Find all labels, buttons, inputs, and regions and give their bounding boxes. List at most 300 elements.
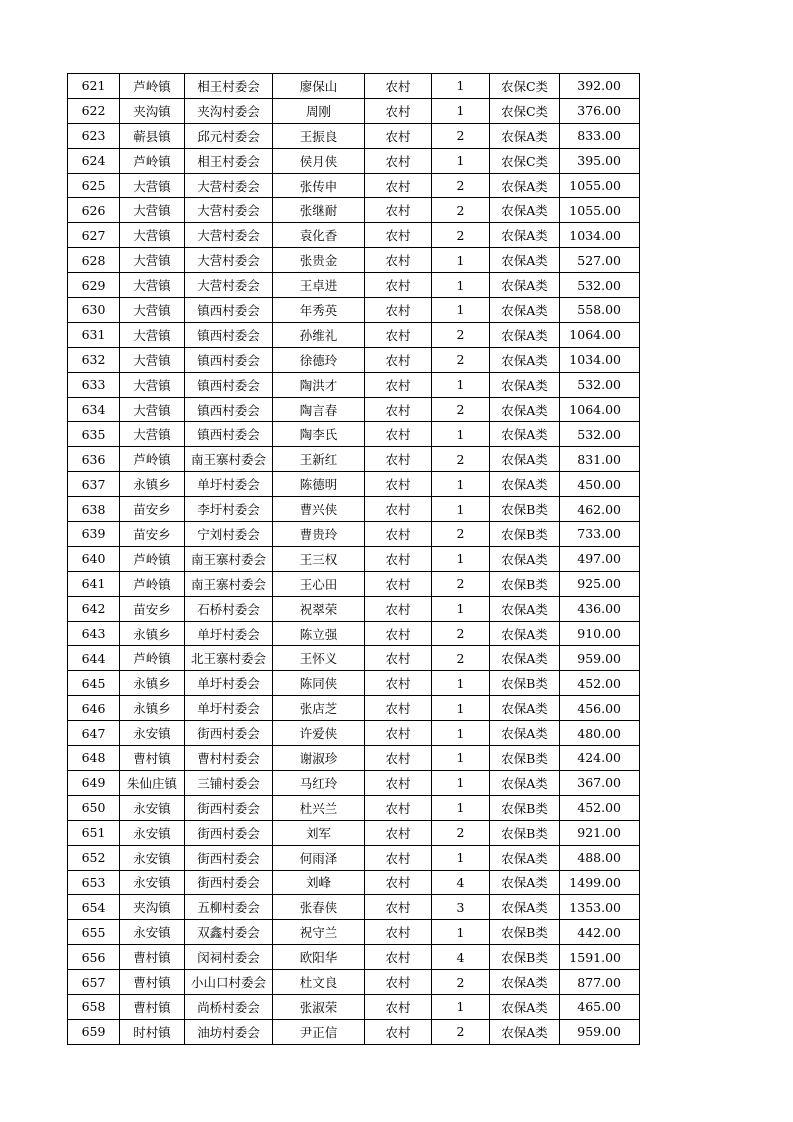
table-row (68, 845, 640, 870)
table-row (68, 273, 640, 298)
row-number-cell: 637 (68, 472, 120, 497)
row-number-cell: 643 (68, 621, 120, 646)
insurance-class-cell: 农保A类 (490, 322, 560, 347)
town-cell: 大营镇 (120, 347, 185, 372)
table-row (68, 148, 640, 173)
household-size-cell: 2 (432, 123, 490, 148)
household-size-cell: 1 (432, 596, 490, 621)
insurance-class-cell: 农保A类 (490, 721, 560, 746)
town-cell: 大营镇 (120, 422, 185, 447)
amount-cell: 452.00 (560, 795, 640, 820)
village-committee-cell: 相王村委会 (185, 148, 273, 173)
household-size-cell: 2 (432, 223, 490, 248)
town-cell: 曹村镇 (120, 746, 185, 771)
area-type-cell: 农村 (365, 322, 432, 347)
household-size-cell: 1 (432, 372, 490, 397)
amount-cell: 452.00 (560, 671, 640, 696)
data-table (67, 73, 640, 1045)
table-row (68, 472, 640, 497)
household-size-cell: 1 (432, 671, 490, 696)
household-size-cell: 1 (432, 696, 490, 721)
row-number-cell: 659 (68, 1019, 120, 1044)
insurance-class-cell: 农保A类 (490, 173, 560, 198)
name-cell: 孙维礼 (273, 322, 365, 347)
row-number-cell: 653 (68, 870, 120, 895)
row-number-cell: 634 (68, 397, 120, 422)
row-number-cell: 639 (68, 522, 120, 547)
insurance-class-cell: 农保A类 (490, 596, 560, 621)
row-number-cell: 632 (68, 347, 120, 372)
household-size-cell: 1 (432, 273, 490, 298)
insurance-class-cell: 农保A类 (490, 646, 560, 671)
town-cell: 曹村镇 (120, 970, 185, 995)
town-cell: 大营镇 (120, 322, 185, 347)
insurance-class-cell: 农保A类 (490, 372, 560, 397)
town-cell: 芦岭镇 (120, 447, 185, 472)
insurance-class-cell: 农保A类 (490, 994, 560, 1019)
area-type-cell: 农村 (365, 746, 432, 771)
household-size-cell: 1 (432, 497, 490, 522)
row-number-cell: 649 (68, 770, 120, 795)
village-committee-cell: 相王村委会 (185, 74, 273, 99)
town-cell: 芦岭镇 (120, 646, 185, 671)
amount-cell: 436.00 (560, 596, 640, 621)
area-type-cell: 农村 (365, 596, 432, 621)
insurance-class-cell: 农保B类 (490, 571, 560, 596)
insurance-class-cell: 农保A类 (490, 845, 560, 870)
name-cell: 杜文良 (273, 970, 365, 995)
table-row (68, 646, 640, 671)
insurance-class-cell: 农保C类 (490, 98, 560, 123)
amount-cell: 1034.00 (560, 223, 640, 248)
insurance-class-cell: 农保A类 (490, 621, 560, 646)
town-cell: 芦岭镇 (120, 571, 185, 596)
village-committee-cell: 大营村委会 (185, 173, 273, 198)
table-row (68, 422, 640, 447)
town-cell: 苗安乡 (120, 596, 185, 621)
village-committee-cell: 五柳村委会 (185, 895, 273, 920)
name-cell: 年秀英 (273, 298, 365, 323)
insurance-class-cell: 农保A类 (490, 347, 560, 372)
insurance-class-cell: 农保A类 (490, 298, 560, 323)
amount-cell: 921.00 (560, 820, 640, 845)
insurance-class-cell: 农保B类 (490, 945, 560, 970)
insurance-class-cell: 农保A类 (490, 422, 560, 447)
town-cell: 永安镇 (120, 820, 185, 845)
insurance-class-cell: 农保B类 (490, 746, 560, 771)
name-cell: 许爱侠 (273, 721, 365, 746)
row-number-cell: 641 (68, 571, 120, 596)
town-cell: 朱仙庄镇 (120, 770, 185, 795)
table-row (68, 945, 640, 970)
village-committee-cell: 街西村委会 (185, 721, 273, 746)
village-committee-cell: 单圩村委会 (185, 472, 273, 497)
row-number-cell: 624 (68, 148, 120, 173)
town-cell: 大营镇 (120, 248, 185, 273)
table-row (68, 895, 640, 920)
village-committee-cell: 三铺村委会 (185, 770, 273, 795)
row-number-cell: 655 (68, 920, 120, 945)
insurance-class-cell: 农保A类 (490, 123, 560, 148)
table-row (68, 795, 640, 820)
table-body (68, 74, 640, 1045)
area-type-cell: 农村 (365, 895, 432, 920)
name-cell: 徐德玲 (273, 347, 365, 372)
row-number-cell: 629 (68, 273, 120, 298)
name-cell: 张继耐 (273, 198, 365, 223)
table-row (68, 596, 640, 621)
amount-cell: 424.00 (560, 746, 640, 771)
name-cell: 曹贵玲 (273, 522, 365, 547)
area-type-cell: 农村 (365, 223, 432, 248)
town-cell: 大营镇 (120, 223, 185, 248)
row-number-cell: 651 (68, 820, 120, 845)
household-size-cell: 4 (432, 945, 490, 970)
insurance-class-cell: 农保B类 (490, 497, 560, 522)
village-committee-cell: 尚桥村委会 (185, 994, 273, 1019)
name-cell: 祝守兰 (273, 920, 365, 945)
insurance-class-cell: 农保A类 (490, 546, 560, 571)
town-cell: 芦岭镇 (120, 74, 185, 99)
area-type-cell: 农村 (365, 870, 432, 895)
insurance-class-cell: 农保A类 (490, 870, 560, 895)
town-cell: 大营镇 (120, 273, 185, 298)
area-type-cell: 农村 (365, 198, 432, 223)
household-size-cell: 2 (432, 970, 490, 995)
household-size-cell: 1 (432, 845, 490, 870)
household-size-cell: 3 (432, 895, 490, 920)
table-row (68, 721, 640, 746)
amount-cell: 462.00 (560, 497, 640, 522)
insurance-class-cell: 农保A类 (490, 696, 560, 721)
row-number-cell: 645 (68, 671, 120, 696)
village-committee-cell: 大营村委会 (185, 248, 273, 273)
amount-cell: 450.00 (560, 472, 640, 497)
town-cell: 曹村镇 (120, 994, 185, 1019)
village-committee-cell: 宁刘村委会 (185, 522, 273, 547)
name-cell: 陈立强 (273, 621, 365, 646)
village-committee-cell: 闵祠村委会 (185, 945, 273, 970)
area-type-cell: 农村 (365, 671, 432, 696)
area-type-cell: 农村 (365, 397, 432, 422)
village-committee-cell: 街西村委会 (185, 870, 273, 895)
name-cell: 侯月侠 (273, 148, 365, 173)
area-type-cell: 农村 (365, 447, 432, 472)
village-committee-cell: 镇西村委会 (185, 322, 273, 347)
row-number-cell: 627 (68, 223, 120, 248)
row-number-cell: 621 (68, 74, 120, 99)
table-row (68, 970, 640, 995)
amount-cell: 833.00 (560, 123, 640, 148)
name-cell: 马红玲 (273, 770, 365, 795)
name-cell: 陈同侠 (273, 671, 365, 696)
row-number-cell: 644 (68, 646, 120, 671)
table-row (68, 397, 640, 422)
area-type-cell: 农村 (365, 820, 432, 845)
household-size-cell: 2 (432, 198, 490, 223)
area-type-cell: 农村 (365, 74, 432, 99)
area-type-cell: 农村 (365, 546, 432, 571)
name-cell: 王心田 (273, 571, 365, 596)
name-cell: 王怀义 (273, 646, 365, 671)
household-size-cell: 2 (432, 1019, 490, 1044)
insurance-class-cell: 农保A类 (490, 895, 560, 920)
town-cell: 永镇乡 (120, 671, 185, 696)
table-row (68, 671, 640, 696)
row-number-cell: 646 (68, 696, 120, 721)
row-number-cell: 640 (68, 546, 120, 571)
amount-cell: 1353.00 (560, 895, 640, 920)
row-number-cell: 626 (68, 198, 120, 223)
table-row (68, 571, 640, 596)
name-cell: 张店芝 (273, 696, 365, 721)
amount-cell: 456.00 (560, 696, 640, 721)
insurance-class-cell: 农保A类 (490, 970, 560, 995)
insurance-class-cell: 农保B类 (490, 522, 560, 547)
row-number-cell: 630 (68, 298, 120, 323)
name-cell: 祝翠荣 (273, 596, 365, 621)
household-size-cell: 1 (432, 546, 490, 571)
table-row (68, 546, 640, 571)
town-cell: 曹村镇 (120, 945, 185, 970)
village-committee-cell: 夹沟村委会 (185, 98, 273, 123)
table-row (68, 746, 640, 771)
name-cell: 王新红 (273, 447, 365, 472)
amount-cell: 925.00 (560, 571, 640, 596)
household-size-cell: 2 (432, 522, 490, 547)
town-cell: 永安镇 (120, 845, 185, 870)
town-cell: 永安镇 (120, 920, 185, 945)
village-committee-cell: 曹村村委会 (185, 746, 273, 771)
amount-cell: 1064.00 (560, 322, 640, 347)
household-size-cell: 1 (432, 472, 490, 497)
village-committee-cell: 油坊村委会 (185, 1019, 273, 1044)
row-number-cell: 647 (68, 721, 120, 746)
village-committee-cell: 大营村委会 (185, 198, 273, 223)
name-cell: 王三权 (273, 546, 365, 571)
area-type-cell: 农村 (365, 497, 432, 522)
name-cell: 张传申 (273, 173, 365, 198)
household-size-cell: 1 (432, 98, 490, 123)
name-cell: 廖保山 (273, 74, 365, 99)
name-cell: 杜兴兰 (273, 795, 365, 820)
row-number-cell: 656 (68, 945, 120, 970)
household-size-cell: 1 (432, 795, 490, 820)
town-cell: 苗安乡 (120, 497, 185, 522)
household-size-cell: 2 (432, 820, 490, 845)
town-cell: 苗安乡 (120, 522, 185, 547)
table-row (68, 820, 640, 845)
village-committee-cell: 小山口村委会 (185, 970, 273, 995)
table-row (68, 347, 640, 372)
household-size-cell: 1 (432, 248, 490, 273)
name-cell: 陶李氏 (273, 422, 365, 447)
town-cell: 芦岭镇 (120, 148, 185, 173)
village-committee-cell: 镇西村委会 (185, 422, 273, 447)
insurance-class-cell: 农保A类 (490, 198, 560, 223)
row-number-cell: 657 (68, 970, 120, 995)
insurance-class-cell: 农保A类 (490, 1019, 560, 1044)
household-size-cell: 1 (432, 298, 490, 323)
row-number-cell: 625 (68, 173, 120, 198)
table-row (68, 223, 640, 248)
name-cell: 欧阳华 (273, 945, 365, 970)
area-type-cell: 农村 (365, 696, 432, 721)
name-cell: 周刚 (273, 98, 365, 123)
table-row (68, 248, 640, 273)
household-size-cell: 2 (432, 322, 490, 347)
town-cell: 永安镇 (120, 870, 185, 895)
household-size-cell: 2 (432, 646, 490, 671)
name-cell: 刘军 (273, 820, 365, 845)
table-row (68, 74, 640, 99)
insurance-class-cell: 农保B类 (490, 795, 560, 820)
village-committee-cell: 街西村委会 (185, 795, 273, 820)
area-type-cell: 农村 (365, 1019, 432, 1044)
area-type-cell: 农村 (365, 795, 432, 820)
name-cell: 陶洪才 (273, 372, 365, 397)
table-row (68, 621, 640, 646)
table-row (68, 497, 640, 522)
village-committee-cell: 镇西村委会 (185, 347, 273, 372)
area-type-cell: 农村 (365, 472, 432, 497)
area-type-cell: 农村 (365, 770, 432, 795)
name-cell: 尹正信 (273, 1019, 365, 1044)
village-committee-cell: 石桥村委会 (185, 596, 273, 621)
name-cell: 陶言春 (273, 397, 365, 422)
insurance-class-cell: 农保A类 (490, 397, 560, 422)
household-size-cell: 1 (432, 920, 490, 945)
household-size-cell: 1 (432, 746, 490, 771)
table-row (68, 322, 640, 347)
insurance-class-cell: 农保A类 (490, 447, 560, 472)
table-row (68, 696, 640, 721)
insurance-class-cell: 农保A类 (490, 472, 560, 497)
village-committee-cell: 街西村委会 (185, 845, 273, 870)
table-row (68, 870, 640, 895)
row-number-cell: 650 (68, 795, 120, 820)
household-size-cell: 1 (432, 994, 490, 1019)
insurance-class-cell: 农保C类 (490, 148, 560, 173)
area-type-cell: 农村 (365, 422, 432, 447)
row-number-cell: 635 (68, 422, 120, 447)
row-number-cell: 642 (68, 596, 120, 621)
area-type-cell: 农村 (365, 920, 432, 945)
town-cell: 芦岭镇 (120, 546, 185, 571)
insurance-class-cell: 农保A类 (490, 248, 560, 273)
household-size-cell: 1 (432, 422, 490, 447)
amount-cell: 1499.00 (560, 870, 640, 895)
insurance-class-cell: 农保A类 (490, 223, 560, 248)
row-number-cell: 631 (68, 322, 120, 347)
table-row (68, 447, 640, 472)
table-row (68, 522, 640, 547)
insurance-class-cell: 农保A类 (490, 770, 560, 795)
town-cell: 蕲县镇 (120, 123, 185, 148)
amount-cell: 558.00 (560, 298, 640, 323)
amount-cell: 532.00 (560, 273, 640, 298)
village-committee-cell: 镇西村委会 (185, 372, 273, 397)
area-type-cell: 农村 (365, 248, 432, 273)
village-committee-cell: 南王寨村委会 (185, 571, 273, 596)
table-row (68, 173, 640, 198)
amount-cell: 532.00 (560, 422, 640, 447)
town-cell: 大营镇 (120, 198, 185, 223)
household-size-cell: 1 (432, 770, 490, 795)
area-type-cell: 农村 (365, 273, 432, 298)
area-type-cell: 农村 (365, 845, 432, 870)
table-row (68, 298, 640, 323)
household-size-cell: 4 (432, 870, 490, 895)
name-cell: 张春侠 (273, 895, 365, 920)
amount-cell: 392.00 (560, 74, 640, 99)
amount-cell: 497.00 (560, 546, 640, 571)
household-size-cell: 2 (432, 173, 490, 198)
village-committee-cell: 南王寨村委会 (185, 546, 273, 571)
row-number-cell: 638 (68, 497, 120, 522)
household-size-cell: 2 (432, 347, 490, 372)
table-row (68, 123, 640, 148)
village-committee-cell: 南王寨村委会 (185, 447, 273, 472)
amount-cell: 959.00 (560, 646, 640, 671)
town-cell: 永镇乡 (120, 696, 185, 721)
insurance-class-cell: 农保A类 (490, 273, 560, 298)
area-type-cell: 农村 (365, 347, 432, 372)
village-committee-cell: 大营村委会 (185, 273, 273, 298)
household-size-cell: 2 (432, 397, 490, 422)
amount-cell: 367.00 (560, 770, 640, 795)
village-committee-cell: 镇西村委会 (185, 298, 273, 323)
amount-cell: 1064.00 (560, 397, 640, 422)
amount-cell: 480.00 (560, 721, 640, 746)
town-cell: 大营镇 (120, 372, 185, 397)
insurance-class-cell: 农保C类 (490, 74, 560, 99)
town-cell: 永安镇 (120, 795, 185, 820)
amount-cell: 1034.00 (560, 347, 640, 372)
household-size-cell: 2 (432, 571, 490, 596)
area-type-cell: 农村 (365, 372, 432, 397)
amount-cell: 532.00 (560, 372, 640, 397)
village-committee-cell: 双鑫村委会 (185, 920, 273, 945)
row-number-cell: 628 (68, 248, 120, 273)
amount-cell: 395.00 (560, 148, 640, 173)
row-number-cell: 636 (68, 447, 120, 472)
area-type-cell: 农村 (365, 173, 432, 198)
amount-cell: 1591.00 (560, 945, 640, 970)
name-cell: 王振良 (273, 123, 365, 148)
town-cell: 夹沟镇 (120, 98, 185, 123)
name-cell: 刘峰 (273, 870, 365, 895)
name-cell: 张贵金 (273, 248, 365, 273)
household-size-cell: 2 (432, 621, 490, 646)
household-size-cell: 1 (432, 74, 490, 99)
table-row (68, 770, 640, 795)
area-type-cell: 农村 (365, 298, 432, 323)
row-number-cell: 658 (68, 994, 120, 1019)
household-size-cell: 1 (432, 721, 490, 746)
town-cell: 夹沟镇 (120, 895, 185, 920)
town-cell: 时村镇 (120, 1019, 185, 1044)
area-type-cell: 农村 (365, 571, 432, 596)
name-cell: 王卓进 (273, 273, 365, 298)
town-cell: 大营镇 (120, 298, 185, 323)
household-size-cell: 2 (432, 447, 490, 472)
row-number-cell: 654 (68, 895, 120, 920)
name-cell: 袁化香 (273, 223, 365, 248)
row-number-cell: 652 (68, 845, 120, 870)
amount-cell: 877.00 (560, 970, 640, 995)
amount-cell: 1055.00 (560, 173, 640, 198)
